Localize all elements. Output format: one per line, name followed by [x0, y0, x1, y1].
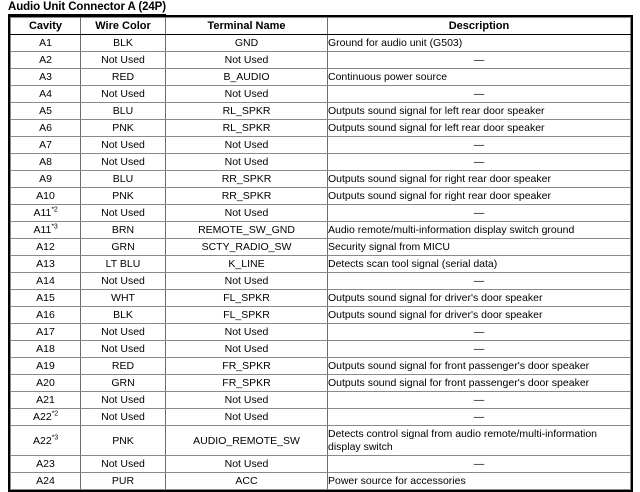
- cell-wire-color: Not Used: [81, 273, 166, 290]
- cell-cavity: [11, 392, 81, 409]
- cell-terminal-name: Not Used: [166, 341, 328, 358]
- table-row: [11, 256, 631, 273]
- cell-wire-color: Not Used: [81, 324, 166, 341]
- cell-terminal-name: FL_SPKR: [166, 307, 328, 324]
- cavity-label: A4: [39, 88, 52, 100]
- connector-pinout-table: [10, 17, 631, 490]
- cell-description: —: [328, 324, 631, 341]
- table-row: [11, 171, 631, 188]
- cell-cavity: [11, 222, 81, 239]
- cell-cavity: [11, 103, 81, 120]
- cell-description: —: [328, 392, 631, 409]
- cell-wire-color: Not Used: [81, 137, 166, 154]
- table-body: [11, 35, 631, 490]
- page-title: Audio Unit Connector A (24P): [8, 1, 166, 13]
- cell-wire-color: Not Used: [81, 154, 166, 171]
- cell-cavity: [11, 35, 81, 52]
- cell-description: Outputs sound signal for front passenger's door speaker: [328, 358, 631, 375]
- cell-terminal-name: RL_SPKR: [166, 103, 328, 120]
- cell-terminal-name: AUDIO_REMOTE_SW: [166, 426, 328, 456]
- table-row: [11, 392, 631, 409]
- table-row: [11, 426, 631, 456]
- cell-terminal-name: Not Used: [166, 86, 328, 103]
- table-row: [11, 120, 631, 137]
- cavity-label: A11: [33, 224, 52, 236]
- cavity-label: A3: [39, 71, 52, 83]
- cell-description: —: [328, 137, 631, 154]
- column-header-cavity: Cavity: [11, 18, 81, 35]
- cell-cavity: [11, 120, 81, 137]
- cell-cavity: [11, 69, 81, 86]
- cell-terminal-name: REMOTE_SW_GND: [166, 222, 328, 239]
- cell-description: Outputs sound signal for left rear door speaker: [328, 120, 631, 137]
- cell-wire-color: PNK: [81, 426, 166, 456]
- table-row: [11, 154, 631, 171]
- cell-cavity: [11, 409, 81, 426]
- cavity-label: A19: [36, 360, 55, 372]
- table-row: [11, 69, 631, 86]
- cell-cavity: [11, 86, 81, 103]
- cell-description: Outputs sound signal for front passenger's door speaker: [328, 375, 631, 392]
- cell-description: Audio remote/multi-information display switch ground: [328, 222, 631, 239]
- cell-terminal-name: Not Used: [166, 456, 328, 473]
- cavity-label: A22: [33, 411, 52, 423]
- cell-terminal-name: Not Used: [166, 392, 328, 409]
- table-row: [11, 358, 631, 375]
- table-row: [11, 456, 631, 473]
- cell-wire-color: Not Used: [81, 86, 166, 103]
- cell-description: Outputs sound signal for right rear door speaker: [328, 188, 631, 205]
- table-row: [11, 137, 631, 154]
- cell-cavity: [11, 137, 81, 154]
- cavity-label: A15: [36, 292, 55, 304]
- cell-cavity: [11, 154, 81, 171]
- cavity-label: A13: [36, 258, 55, 270]
- cell-wire-color: BRN: [81, 222, 166, 239]
- cell-description: —: [328, 409, 631, 426]
- table-row: [11, 239, 631, 256]
- table-row: [11, 341, 631, 358]
- cell-description: —: [328, 52, 631, 69]
- cell-description: Power source for accessories: [328, 473, 631, 490]
- table-row: [11, 188, 631, 205]
- cell-description: Security signal from MICU: [328, 239, 631, 256]
- cell-cavity: [11, 205, 81, 222]
- cell-cavity: [11, 171, 81, 188]
- table-header-row: [11, 18, 631, 35]
- cell-wire-color: RED: [81, 69, 166, 86]
- cell-terminal-name: ACC: [166, 473, 328, 490]
- cell-terminal-name: Not Used: [166, 273, 328, 290]
- table-row: [11, 409, 631, 426]
- cell-terminal-name: SCTY_RADIO_SW: [166, 239, 328, 256]
- column-header-terminal-name: Terminal Name: [166, 18, 328, 35]
- table-row: [11, 375, 631, 392]
- cell-description: Ground for audio unit (G503): [328, 35, 631, 52]
- cell-terminal-name: RL_SPKR: [166, 120, 328, 137]
- column-header-wire-color: Wire Color: [81, 18, 166, 35]
- cavity-footnote-marker: *2: [51, 410, 58, 418]
- cavity-label: A7: [39, 139, 52, 151]
- cell-cavity: [11, 456, 81, 473]
- cavity-label: A9: [39, 173, 52, 185]
- cell-cavity: [11, 473, 81, 490]
- table-row: [11, 273, 631, 290]
- cell-cavity: [11, 273, 81, 290]
- cell-terminal-name: Not Used: [166, 324, 328, 341]
- cell-wire-color: Not Used: [81, 392, 166, 409]
- table-row: [11, 324, 631, 341]
- cell-wire-color: BLK: [81, 307, 166, 324]
- cell-wire-color: BLU: [81, 171, 166, 188]
- cavity-label: A10: [36, 190, 55, 202]
- cell-terminal-name: Not Used: [166, 409, 328, 426]
- cell-description: —: [328, 154, 631, 171]
- cavity-label: A2: [39, 54, 52, 66]
- cell-cavity: [11, 188, 81, 205]
- table-row: [11, 473, 631, 490]
- cell-wire-color: LT BLU: [81, 256, 166, 273]
- cell-cavity: [11, 375, 81, 392]
- cell-description: Outputs sound signal for left rear door speaker: [328, 103, 631, 120]
- table-row: [11, 307, 631, 324]
- cell-description: Continuous power source: [328, 69, 631, 86]
- cell-description: Outputs sound signal for right rear door speaker: [328, 171, 631, 188]
- column-header-description: Description: [328, 18, 631, 35]
- cell-description: Detects scan tool signal (serial data): [328, 256, 631, 273]
- cavity-label: A22: [33, 434, 52, 447]
- cell-terminal-name: FR_SPKR: [166, 358, 328, 375]
- cell-description: —: [328, 456, 631, 473]
- cavity-label: A1: [39, 37, 52, 49]
- cavity-label: A18: [36, 343, 55, 355]
- cell-wire-color: Not Used: [81, 52, 166, 69]
- cavity-label: A21: [36, 394, 55, 406]
- cell-wire-color: RED: [81, 358, 166, 375]
- cell-wire-color: GRN: [81, 239, 166, 256]
- table-row: [11, 103, 631, 120]
- cavity-footnote-marker: *2: [51, 206, 58, 214]
- cell-terminal-name: GND: [166, 35, 328, 52]
- cell-wire-color: Not Used: [81, 205, 166, 222]
- cavity-label: A20: [36, 377, 55, 389]
- cavity-label: A11: [33, 207, 52, 219]
- cell-cavity: [11, 307, 81, 324]
- cell-wire-color: WHT: [81, 290, 166, 307]
- cavity-label: A8: [39, 156, 52, 168]
- table-row: [11, 290, 631, 307]
- cavity-label: A17: [36, 326, 55, 338]
- cell-terminal-name: Not Used: [166, 154, 328, 171]
- cell-terminal-name: FR_SPKR: [166, 375, 328, 392]
- cell-cavity: [11, 239, 81, 256]
- cell-terminal-name: FL_SPKR: [166, 290, 328, 307]
- cavity-label: A14: [36, 275, 55, 287]
- cell-wire-color: Not Used: [81, 456, 166, 473]
- cell-description: —: [328, 205, 631, 222]
- cell-description: —: [328, 273, 631, 290]
- cell-cavity: [11, 290, 81, 307]
- cell-description: Outputs sound signal for driver's door speaker: [328, 307, 631, 324]
- cavity-label: A16: [36, 309, 55, 321]
- cell-wire-color: BLU: [81, 103, 166, 120]
- connector-pinout-table-container: [8, 15, 633, 492]
- cell-wire-color: PUR: [81, 473, 166, 490]
- cell-description: Outputs sound signal for driver's door speaker: [328, 290, 631, 307]
- cell-cavity: [11, 358, 81, 375]
- cell-terminal-name: K_LINE: [166, 256, 328, 273]
- cell-wire-color: PNK: [81, 188, 166, 205]
- cell-wire-color: Not Used: [81, 409, 166, 426]
- cell-wire-color: PNK: [81, 120, 166, 137]
- cell-description: Detects control signal from audio remote/multi-information display switch: [328, 426, 631, 456]
- cell-wire-color: Not Used: [81, 341, 166, 358]
- cell-terminal-name: RR_SPKR: [166, 188, 328, 205]
- cavity-footnote-marker: *3: [51, 223, 58, 231]
- cell-cavity: [11, 324, 81, 341]
- cell-cavity: [11, 256, 81, 273]
- cell-cavity: [11, 52, 81, 69]
- cavity-footnote-marker: *3: [51, 434, 58, 441]
- cell-wire-color: GRN: [81, 375, 166, 392]
- cavity-label: A23: [36, 458, 55, 470]
- cavity-label: A6: [39, 122, 52, 134]
- cavity-label: A12: [36, 241, 55, 253]
- cell-terminal-name: B_AUDIO: [166, 69, 328, 86]
- cell-description: —: [328, 86, 631, 103]
- table-row: [11, 86, 631, 103]
- cell-wire-color: BLK: [81, 35, 166, 52]
- cell-cavity: [11, 426, 81, 456]
- cell-terminal-name: Not Used: [166, 205, 328, 222]
- cell-description: —: [328, 341, 631, 358]
- table-row: [11, 205, 631, 222]
- cavity-label: A5: [39, 105, 52, 117]
- table-row: [11, 52, 631, 69]
- cell-terminal-name: Not Used: [166, 137, 328, 154]
- cavity-label: A24: [36, 475, 55, 487]
- cell-cavity: [11, 341, 81, 358]
- cell-terminal-name: Not Used: [166, 52, 328, 69]
- cell-terminal-name: RR_SPKR: [166, 171, 328, 188]
- table-row: [11, 35, 631, 52]
- table-row: [11, 222, 631, 239]
